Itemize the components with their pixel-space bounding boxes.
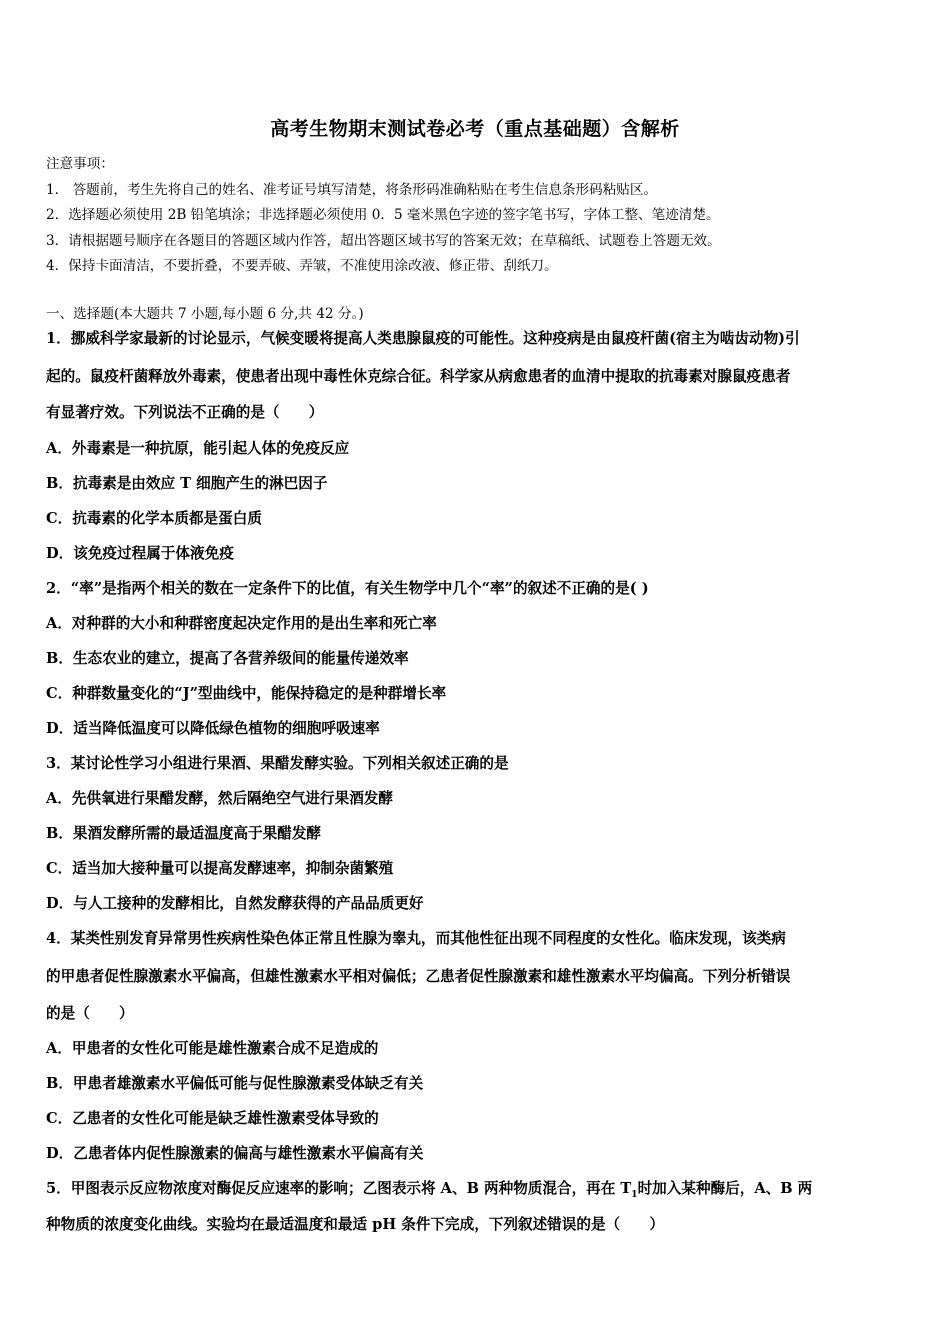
question-2-option-b: B．生态农业的建立，提高了各营养级间的能量传递效率 xyxy=(46,650,409,667)
question-1-stem: 1．挪威科学家最新的讨论显示，气候变暖将提高人类患腺鼠疫的可能性。这种疫病是由鼠疫杆菌(宿主为啮齿动物)引 xyxy=(46,330,800,347)
question-3-stem: 3．某讨论性学习小组进行果酒、果醋发酵实验。下列相关叙述正确的是 xyxy=(46,755,509,772)
question-5-stem-part: 5．甲图表示反应物浓度对酶促反应速率的影响；乙图表示将 A、B 两种物质混合，再在 T xyxy=(46,1180,632,1197)
question-4-stem: 的甲患者促性腺激素水平偏高，但雄性激素水平相对偏低；乙患者促性腺激素和雄性激素水平均偏高。下列分析错误 xyxy=(46,968,791,985)
page-title: 高考生物期末测试卷必考（重点基础题）含解析 xyxy=(270,118,680,140)
question-4-stem: 4．某类性别发育异常男性疾病性染色体正常且性腺为睾丸，而其他性征出现不同程度的女性化。临床发现，该类病 xyxy=(46,930,786,947)
notice-item: 2．选择题必须使用 2B 铅笔填涂；非选择题必须使用 0．5 毫米黑色字迹的签字笔书写，字体工整、笔迹清楚。 xyxy=(46,207,720,223)
question-2-option-a: A．对种群的大小和种群密度起决定作用的是出生率和死亡率 xyxy=(46,615,437,632)
question-4-option-d: D．乙患者体内促性腺激素的偏高与雄性激素水平偏高有关 xyxy=(46,1145,424,1162)
question-2-option-c: C．种群数量变化的“J”型曲线中，能保持稳定的是种群增长率 xyxy=(46,685,447,702)
question-2-stem: 2．“率”是指两个相关的数在一定条件下的比值，有关生物学中几个“率”的叙述不正确的是( ) xyxy=(46,580,649,597)
notice-item: 1． 答题前，考生先将自己的姓名、准考证号填写清楚，将条形码准确粘贴在考生信息条形码粘贴区。 xyxy=(46,182,658,198)
question-5-stem-part: 时加入某种酶后，A、B 两 xyxy=(637,1180,813,1197)
notice-item: 3．请根据题号顺序在各题目的答题区域内作答，超出答题区域书写的答案无效；在草稿纸、试题卷上答题无效。 xyxy=(46,233,721,249)
question-4-option-a: A．甲患者的女性化可能是雄性激素合成不足造成的 xyxy=(46,1040,379,1057)
question-5-stem: 种物质的浓度变化曲线。实验均在最适温度和最适 pH 条件下完成，下列叙述错误的是（ ） xyxy=(46,1216,664,1233)
question-2-option-d: D．适当降低温度可以降低绿色植物的细胞呼吸速率 xyxy=(46,720,380,737)
question-4-stem: 的是（ ） xyxy=(46,1005,134,1022)
question-1-option-a: A．外毒素是一种抗原，能引起人体的免疫反应 xyxy=(46,440,350,457)
notice-item: 4．保持卡面清洁，不要折叠，不要弄破、弄皱，不准使用涂改液、修正带、刮纸刀。 xyxy=(46,258,558,274)
question-3-option-a: A．先供氧进行果醋发酵，然后隔绝空气进行果酒发酵 xyxy=(46,790,393,807)
question-1-stem: 起的。鼠疫杆菌释放外毒素，使患者出现中毒性休克综合征。科学家从病愈患者的血清中提取的抗毒素对腺鼠疫患者 xyxy=(46,368,791,385)
question-3-option-d: D．与人工接种的发酵相比，自然发酵获得的产品品质更好 xyxy=(46,895,424,912)
notice-heading: 注意事项： xyxy=(46,156,114,172)
question-1-option-d: D．该免疫过程属于体液免疫 xyxy=(46,545,234,562)
question-1-stem: 有显著疗效。下列说法不正确的是（ ） xyxy=(46,404,324,421)
subscript: 1 xyxy=(631,1189,638,1200)
question-4-option-b: B．甲患者雄激素水平偏低可能与促性腺激素受体缺乏有关 xyxy=(46,1075,424,1092)
question-3-option-c: C．适当加大接种量可以提高发酵速率，抑制杂菌繁殖 xyxy=(46,860,394,877)
question-4-option-c: C．乙患者的女性化可能是缺乏雄性激素受体导致的 xyxy=(46,1110,379,1127)
question-1-option-b: B．抗毒素是由效应 T 细胞产生的淋巴因子 xyxy=(46,475,328,492)
question-1-option-c: C．抗毒素的化学本质都是蛋白质 xyxy=(46,510,262,527)
question-3-option-b: B．果酒发酵所需的最适温度高于果醋发酵 xyxy=(46,825,322,842)
question-5-stem xyxy=(46,1177,812,1200)
section-heading: 一、选择题(本大题共 7 小题,每小题 6 分,共 42 分。) xyxy=(46,306,364,322)
